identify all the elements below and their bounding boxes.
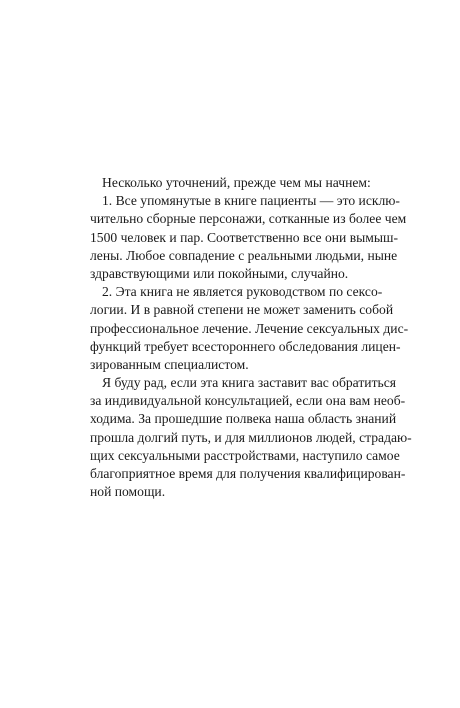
text-line: 1. Все упомянутые в книге пациенты — это исклю- <box>102 193 400 209</box>
text-line: зированным специалистом. <box>90 356 249 372</box>
text-line: щих сексуальными расстройствами, наступило самое <box>90 447 400 463</box>
text-line: функций требует всестороннего обследования лицен- <box>90 338 401 354</box>
text-line: логии. И в равной степени не может заменить собой <box>90 302 394 318</box>
text-line: прошла долгий путь, и для миллионов людей, страдаю- <box>90 429 412 445</box>
text-line: ной помощи. <box>90 484 166 500</box>
body-text <box>90 174 412 501</box>
text-line: ходима. За прошедшие полвека наша область знаний <box>90 411 397 427</box>
text-line: лены. Любое совпадение с реальными людьми, ныне <box>90 247 398 263</box>
text-line: Я буду рад, если эта книга заставит вас обратиться <box>102 375 397 391</box>
text-line: профессиональное лечение. Лечение сексуальных дис- <box>90 320 409 336</box>
text-line: благоприятное время для получения квалифицирован- <box>90 466 406 481</box>
text-line: 1500 человек и пар. Соответственно все они вымыш- <box>90 229 398 245</box>
text-line: 2. Эта книга не является руководством по сексо- <box>102 284 383 300</box>
text-line: за индивидуальной консультацией, если она вам необ- <box>90 393 406 409</box>
text-line: здравствующими или покойными, случайно. <box>90 265 349 281</box>
text-line: Несколько уточнений, прежде чем мы начнем: <box>102 175 371 190</box>
text-line: чительно сборные персонажи, сотканные из более чем <box>90 211 407 227</box>
